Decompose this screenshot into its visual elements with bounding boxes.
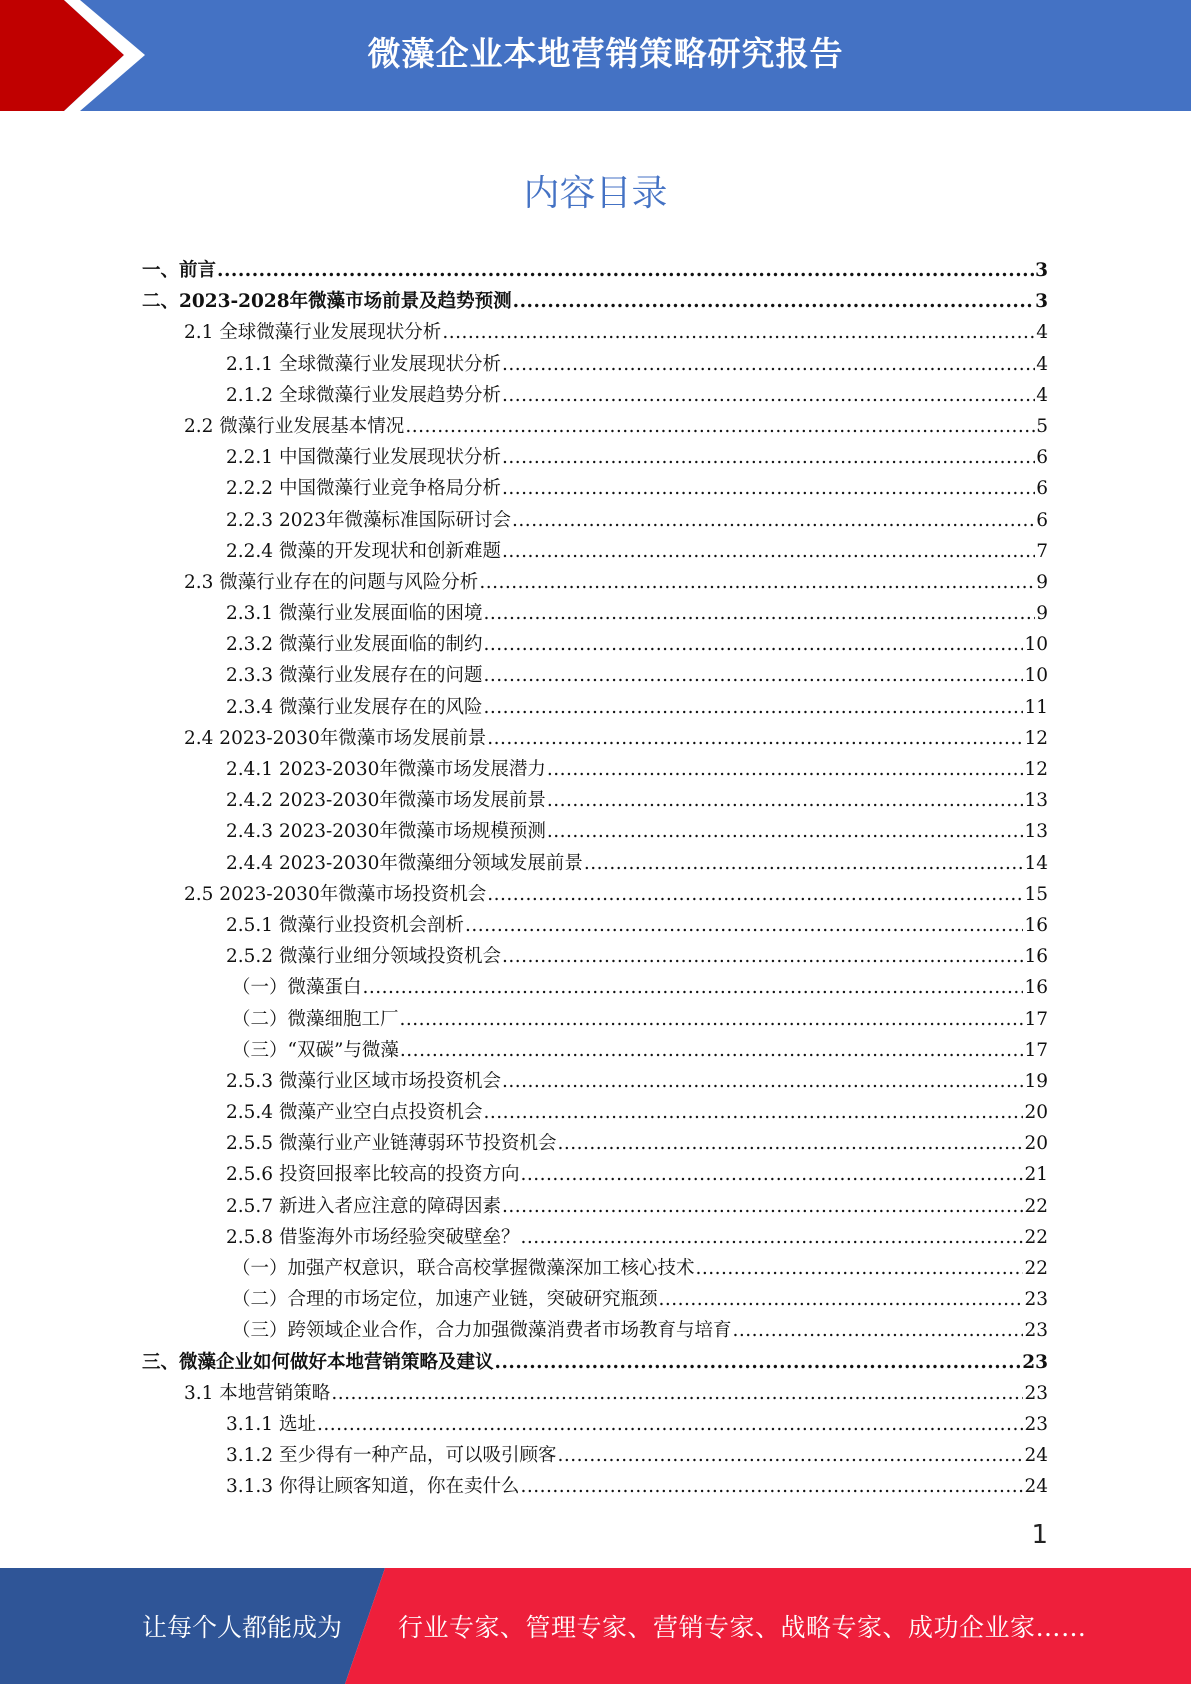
- toc-leader-dots: [520, 1159, 1023, 1190]
- report-title: 微藻企业本地营销策略研究报告: [367, 34, 844, 73]
- toc-leader-dots: [487, 723, 1023, 754]
- toc-entry-title: 2.4.3 2023-2030年微藻市场规模预测: [226, 821, 546, 843]
- toc-entry[interactable]: [142, 785, 1048, 816]
- toc-entry-title: 2.2.4 微藻的开发现状和创新难题: [226, 540, 501, 562]
- toc-leader-dots: [502, 442, 1035, 473]
- toc-entry[interactable]: [142, 1347, 1048, 1378]
- toc-entry[interactable]: [142, 879, 1048, 910]
- toc-leader-dots: [217, 255, 1034, 286]
- toc-leader-dots: [363, 972, 1024, 1003]
- toc-entry[interactable]: [142, 1284, 1048, 1315]
- toc-entry-page: 23: [1022, 1351, 1048, 1373]
- toc-entry-page: 15: [1024, 883, 1048, 905]
- toc-entry[interactable]: [142, 848, 1048, 879]
- toc-entry-title: 一、前言: [142, 260, 217, 281]
- toc-leader-dots: [483, 598, 1035, 629]
- toc-entry-title: 2.5.2 微藻行业细分领域投资机会: [226, 946, 501, 968]
- toc-entry-page: 3: [1035, 260, 1048, 281]
- toc-entry-title: 2.4 2023-2030年微藻市场发展前景: [184, 727, 487, 749]
- toc-entry-title: 2.3.3 微藻行业发展存在的问题: [226, 665, 483, 687]
- toc-leader-dots: [502, 380, 1035, 411]
- toc-entry-title: （一）微藻蛋白: [232, 977, 362, 999]
- toc-entry-page: 4: [1036, 384, 1048, 406]
- toc-entry-title: 3.1 本地营销策略: [184, 1382, 331, 1404]
- toc-leader-dots: [733, 1315, 1024, 1346]
- toc-entry-page: 3: [1035, 291, 1048, 313]
- toc-entry-title: 2.1 全球微藻行业发展现状分析: [184, 322, 442, 344]
- toc-entry-page: 14: [1024, 852, 1048, 874]
- toc-leader-dots: [513, 286, 1034, 317]
- toc-entry-page: 6: [1036, 478, 1048, 500]
- toc-entry-title: 2.4.2 2023-2030年微藻市场发展前景: [226, 790, 546, 812]
- toc-entry[interactable]: [142, 1128, 1048, 1159]
- toc-entry-page: 23: [1024, 1382, 1048, 1404]
- toc-entry[interactable]: [142, 1159, 1048, 1190]
- toc-entry-title: （一）加强产权意识，联合高校掌握微藻深加工核心技术: [232, 1258, 695, 1279]
- toc-entry-page: 20: [1024, 1133, 1048, 1155]
- toc-entry-title: 2.5.3 微藻行业区域市场投资机会: [226, 1070, 501, 1092]
- toc-leader-dots: [317, 1409, 1024, 1440]
- toc-entry-page: 17: [1024, 1039, 1048, 1061]
- toc-entry-page: 19: [1024, 1070, 1048, 1092]
- toc-entry-page: 4: [1036, 322, 1048, 344]
- toc-leader-dots: [520, 1222, 1023, 1253]
- toc-entry-page: 24: [1024, 1445, 1048, 1467]
- toc-entry-title: （二）微藻细胞工厂: [232, 1008, 399, 1030]
- toc-entry[interactable]: [142, 1378, 1048, 1409]
- toc-entry-page: 10: [1024, 665, 1048, 687]
- toc-entry[interactable]: [142, 1440, 1048, 1471]
- toc-entry-page: 12: [1024, 727, 1048, 749]
- toc-entry-title: 二、2023-2028年微藻市场前景及趋势预测: [142, 291, 512, 313]
- table-of-contents: [142, 255, 1048, 1503]
- toc-entry[interactable]: [142, 629, 1048, 660]
- toc-entry-page: 6: [1036, 447, 1048, 469]
- toc-leader-dots: [487, 879, 1023, 910]
- toc-entry[interactable]: [142, 1191, 1048, 1222]
- toc-leader-dots: [483, 660, 1023, 691]
- toc-entry-title: 3.1.2 至少得有一种产品，可以吸引顾客: [226, 1445, 557, 1467]
- toc-entry[interactable]: [142, 1004, 1048, 1035]
- toc-entry-title: 2.4.4 2023-2030年微藻细分领域发展前景: [226, 852, 583, 874]
- toc-entry[interactable]: [142, 972, 1048, 1003]
- toc-entry[interactable]: [142, 1315, 1048, 1346]
- toc-entry[interactable]: [142, 255, 1048, 286]
- toc-entry[interactable]: [142, 816, 1048, 847]
- toc-entry-title: 2.5.1 微藻行业投资机会剖析: [226, 914, 464, 936]
- toc-entry-title: 3.1.1 选址: [226, 1413, 316, 1435]
- toc-leader-dots: [483, 1097, 1023, 1128]
- toc-entry-title: 2.3.4 微藻行业发展存在的风险: [226, 696, 483, 718]
- toc-leader-dots: [557, 1128, 1023, 1159]
- toc-entry-title: 2.5.8 借鉴海外市场经验突破壁垒？: [226, 1226, 520, 1248]
- toc-entry-page: 6: [1036, 509, 1048, 531]
- toc-entry[interactable]: [142, 567, 1048, 598]
- toc-entry[interactable]: [142, 1471, 1048, 1502]
- toc-entry-page: 21: [1024, 1164, 1048, 1186]
- toc-entry-page: 22: [1024, 1258, 1048, 1279]
- toc-entry-title: 2.3 微藻行业存在的问题与风险分析: [184, 571, 479, 593]
- toc-entry[interactable]: [142, 1035, 1048, 1066]
- toc-entry-title: 2.5.5 微藻行业产业链薄弱环节投资机会: [226, 1133, 557, 1155]
- toc-entry[interactable]: [142, 723, 1048, 754]
- toc-entry[interactable]: [142, 1222, 1048, 1253]
- toc-entry[interactable]: [142, 1097, 1048, 1128]
- toc-leader-dots: [696, 1253, 1024, 1284]
- toc-entry-page: 9: [1036, 603, 1048, 625]
- toc-entry[interactable]: [142, 754, 1048, 785]
- page-header: [0, 0, 1191, 111]
- toc-entry-page: 12: [1024, 759, 1048, 780]
- toc-entry[interactable]: [142, 536, 1048, 567]
- toc-leader-dots: [483, 692, 1023, 723]
- toc-entry-page: 24: [1024, 1476, 1048, 1498]
- toc-entry[interactable]: [142, 505, 1048, 536]
- toc-entry-page: 17: [1024, 1008, 1048, 1030]
- toc-entry-title: 2.5.6 投资回报率比较高的投资方向: [226, 1164, 520, 1186]
- toc-entry[interactable]: [142, 286, 1048, 317]
- toc-leader-dots: [547, 816, 1024, 847]
- toc-entry-title: （三）跨领域企业合作，合力加强微藻消费者市场教育与培育: [232, 1320, 732, 1342]
- toc-entry-page: 22: [1024, 1226, 1048, 1248]
- page-footer: [0, 1568, 1191, 1684]
- toc-entry-page: 22: [1024, 1195, 1048, 1217]
- toc-entry-title: 2.2.1 中国微藻行业发展现状分析: [226, 447, 501, 469]
- toc-entry[interactable]: [142, 1409, 1048, 1440]
- toc-entry[interactable]: [142, 411, 1048, 442]
- toc-entry[interactable]: [142, 910, 1048, 941]
- toc-leader-dots: [557, 1440, 1023, 1471]
- toc-entry-page: 16: [1024, 914, 1048, 936]
- toc-leader-dots: [442, 317, 1035, 348]
- toc-entry-page: 5: [1036, 415, 1048, 437]
- toc-entry[interactable]: [142, 941, 1048, 972]
- toc-entry[interactable]: [142, 1066, 1048, 1097]
- toc-leader-dots: [502, 941, 1023, 972]
- toc-entry-title: 2.3.1 微藻行业发展面临的困境: [226, 603, 483, 625]
- toc-leader-dots: [547, 754, 1024, 785]
- toc-leader-dots: [659, 1284, 1024, 1315]
- toc-entry-title: 三、微藻企业如何做好本地营销策略及建议: [142, 1351, 494, 1373]
- toc-leader-dots: [584, 848, 1024, 879]
- toc-entry-title: 2.5 2023-2030年微藻市场投资机会: [184, 883, 487, 905]
- toc-entry-page: 23: [1024, 1413, 1048, 1435]
- toc-leader-dots: [502, 1066, 1023, 1097]
- footer-slogan-right: 行业专家、管理专家、营销专家、战略专家、成功企业家……: [398, 1613, 1087, 1642]
- toc-entry-title: 2.2 微藻行业发展基本情况: [184, 415, 405, 437]
- toc-leader-dots: [495, 1347, 1022, 1378]
- toc-entry[interactable]: [142, 317, 1048, 348]
- toc-entry-title: （二）合理的市场定位，加速产业链，突破研究瓶颈: [232, 1289, 658, 1311]
- toc-entry-title: 2.2.2 中国微藻行业竞争格局分析: [226, 478, 501, 500]
- toc-heading: 内容目录: [523, 173, 668, 214]
- toc-entry-title: 2.4.1 2023-2030年微藻市场发展潜力: [226, 759, 546, 780]
- toc-entry[interactable]: [142, 1253, 1048, 1284]
- toc-entry-title: 2.1.2 全球微藻行业发展趋势分析: [226, 384, 501, 406]
- page-number: 1: [1031, 1520, 1048, 1550]
- toc-leader-dots: [479, 567, 1035, 598]
- toc-entry-page: 10: [1024, 634, 1048, 656]
- toc-leader-dots: [547, 785, 1024, 816]
- toc-entry-page: 7: [1036, 540, 1048, 562]
- toc-entry-title: 2.5.4 微藻产业空白点投资机会: [226, 1102, 483, 1124]
- toc-leader-dots: [400, 1004, 1024, 1035]
- toc-entry[interactable]: [142, 660, 1048, 691]
- toc-leader-dots: [483, 629, 1023, 660]
- toc-entry-page: 16: [1024, 977, 1048, 999]
- toc-entry[interactable]: [142, 598, 1048, 629]
- toc-entry-title: 2.1.1 全球微藻行业发展现状分析: [226, 353, 501, 375]
- toc-entry-page: 9: [1036, 571, 1048, 593]
- toc-leader-dots: [502, 536, 1035, 567]
- toc-entry[interactable]: [142, 442, 1048, 473]
- toc-entry[interactable]: [142, 473, 1048, 504]
- toc-entry-page: 13: [1024, 790, 1048, 812]
- toc-entry-page: 13: [1024, 821, 1048, 843]
- toc-entry-page: 16: [1024, 946, 1048, 968]
- toc-entry[interactable]: [142, 349, 1048, 380]
- toc-entry-page: 23: [1024, 1289, 1048, 1311]
- footer-slogan-left: 让每个人都能成为: [142, 1613, 343, 1642]
- toc-leader-dots: [400, 1035, 1024, 1066]
- toc-entry[interactable]: [142, 692, 1048, 723]
- toc-entry-title: 2.2.3 2023年微藻标准国际研讨会: [226, 509, 512, 531]
- toc-entry-title: （三）“双碳”与微藻: [232, 1039, 399, 1061]
- toc-entry-page: 4: [1036, 353, 1048, 375]
- toc-leader-dots: [465, 910, 1023, 941]
- toc-leader-dots: [502, 349, 1035, 380]
- toc-leader-dots: [331, 1378, 1023, 1409]
- toc-entry-title: 2.5.7 新进入者应注意的障碍因素: [226, 1195, 501, 1217]
- toc-entry-page: 20: [1024, 1102, 1048, 1124]
- toc-entry-page: 23: [1024, 1320, 1048, 1342]
- toc-leader-dots: [512, 505, 1035, 536]
- toc-entry-title: 2.3.2 微藻行业发展面临的制约: [226, 634, 483, 656]
- toc-entry-page: 11: [1024, 696, 1048, 718]
- toc-entry[interactable]: [142, 380, 1048, 411]
- toc-leader-dots: [502, 1191, 1023, 1222]
- toc-leader-dots: [520, 1471, 1023, 1502]
- toc-leader-dots: [405, 411, 1035, 442]
- toc-entry-title: 3.1.3 你得让顾客知道，你在卖什么: [226, 1476, 520, 1498]
- toc-leader-dots: [502, 473, 1035, 504]
